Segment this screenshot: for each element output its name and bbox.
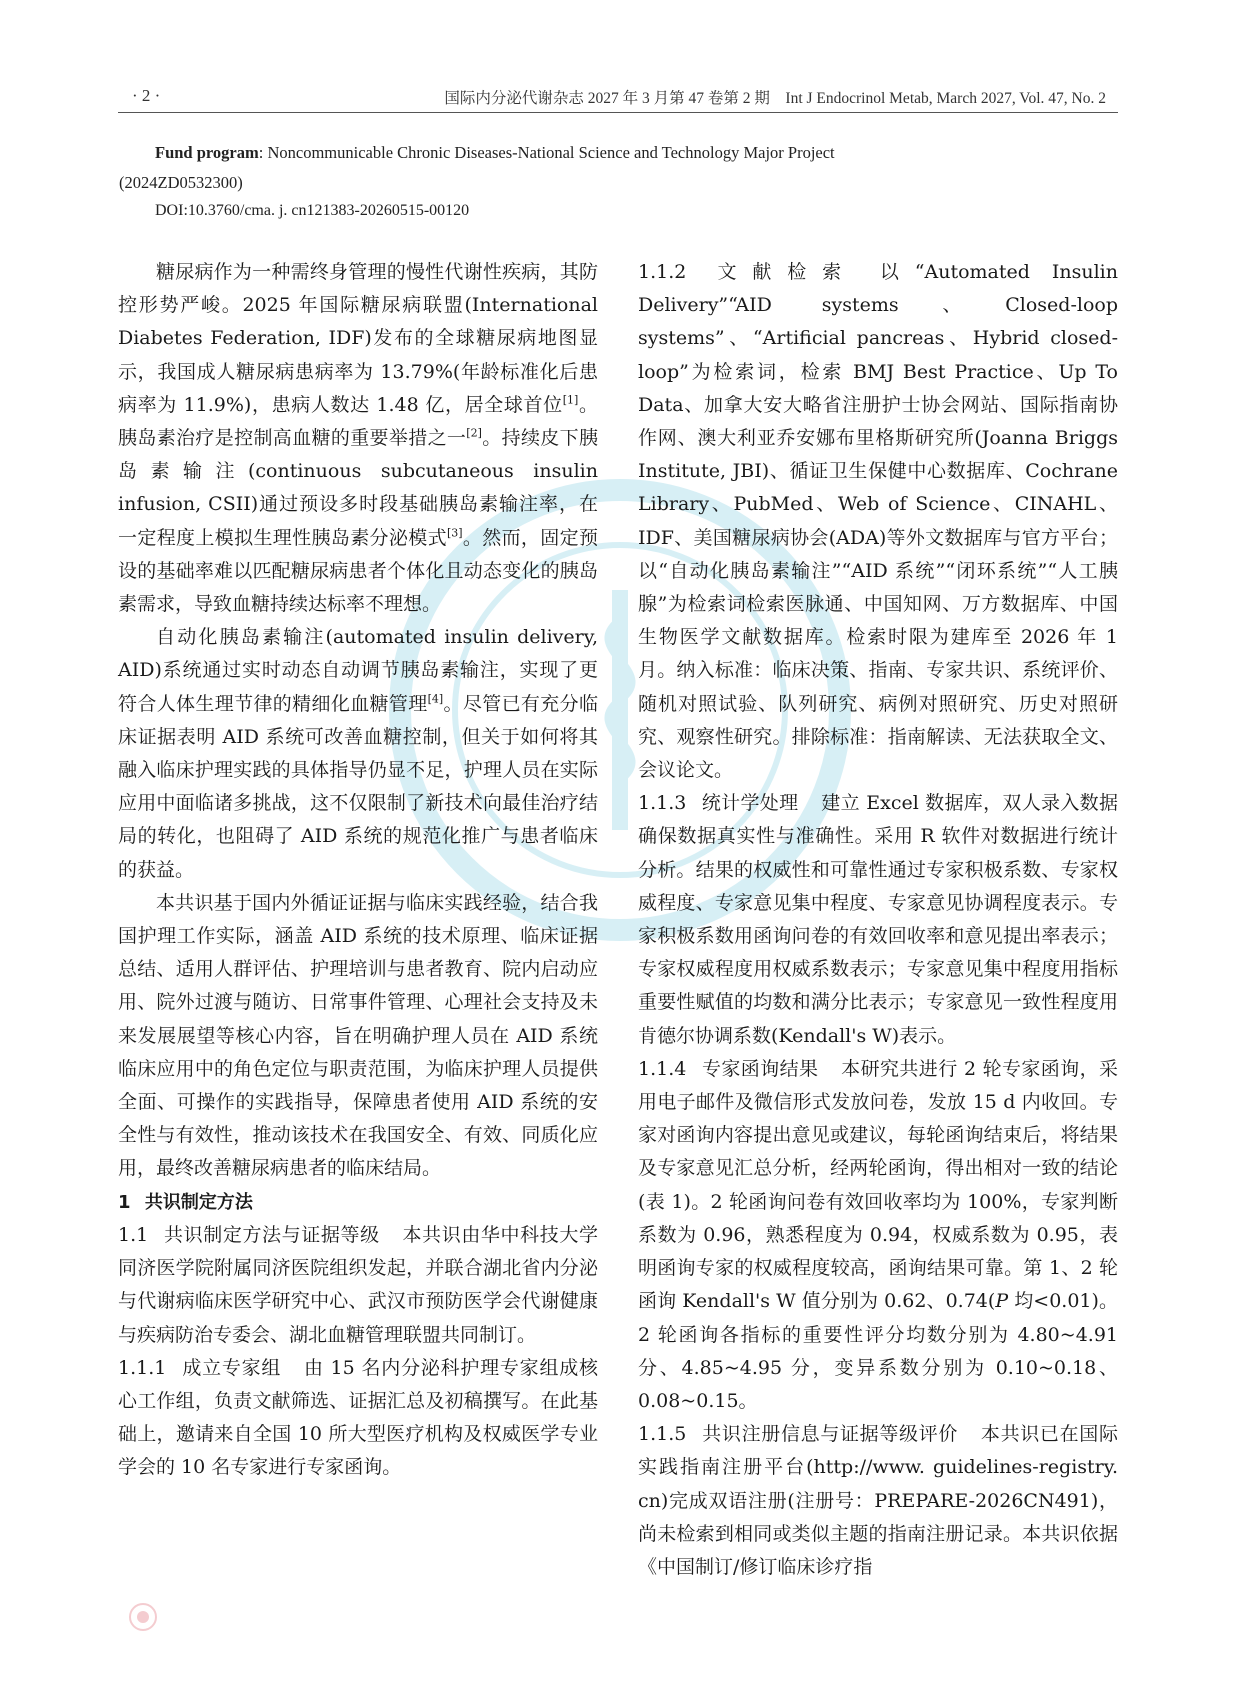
intro-paragraph-1: 糖尿病作为一种需终身管理的慢性代谢性疾病，其防控形势严峻。2025 年国际糖尿病联盟(International Diabetes Federation, IDF)发布的全球糖尿病地图显示，我国成人糖尿病患病率为 13.79%(年龄标准化后患病率为 11.9%)，患病人数达 1.48 亿，居全球首位[1]。胰岛素治疗是控制高血糖的重要举措之一[2]。持续皮下胰岛素输注(continuous subcutaneous insulin infusion, CSII)通过预设多时段基础胰岛素输注率，在一定程度上模拟生理性胰岛素分泌模式[3]。然而，固定预设的基础率难以匹配糖尿病患者个体化且动态变化的胰岛素需求，导致血糖持续达标率不理想。 [118,261,598,616]
citation-ref: [3] [446,526,463,540]
fund-grant-number: (2024ZD0532300) [119,173,243,192]
subsection-1-1-2: 1.1.2 文献检索 以“Automated Insulin Delivery”“AID systems、Closed-loop systems”、“Artificial pancreas、Hybrid closed-loop”为检索词，检索 BMJ Best Practice、Up To Data、加拿大安大略省注册护士协会网站、国际指南协作网、澳大利亚乔安娜布里格斯研究所(Joanna Briggs Institute, JBI)、循证卫生保健中心数据库、Cochrane Library、PubMed、Web of Science、CINAHL、IDF、美国糖尿病协会(ADA)等外文数据库与官方平台；以“自动化胰岛素输注”“AID 系统”“闭环系统”“人工胰腺”为检索词检索医脉通、中国知网、万方数据库、中国生物医学文献数据库。检索时限为建库至 2026 年 1 月。纳入标准：临床决策、指南、专家共识、系统评价、随机对照试验、队列研究、病例对照研究、历史对照研究、观察性研究。排除标准：指南解读、无法获取全文、会议论文。 [638,261,1118,782]
subsection-1-1: 1.1 共识制定方法与证据等级 本共识由华中科技大学同济医学院附属同济医院组织发起，并联合湖北省内分泌与代谢病临床医学研究中心、武汉市预防医学会代谢健康与疾病防治专委会、湖北血糖管理联盟共同制订。 [118,1223,598,1346]
left-column [118,256,598,1485]
fund-label: Fund program [155,143,259,162]
fund-text: : Noncommunicable Chronic Diseases-National Science and Technology Major Project [258,143,835,162]
fund-line-1 [155,138,1105,168]
subsection-1-1-5: 1.1.5 共识注册信息与证据等级评价 本共识已在国际实践指南注册平台(http://www. guidelines-registry. cn)完成双语注册(注册号：PREPARE-2026CN491)，尚未检索到相同或类似主题的指南注册记录。本共识依据《中国制订/修订临床诊疗指 [638,1423,1118,1578]
subsection-1-1-4: 1.1.4 专家函询结果 本研究共进行 2 轮专家函询，采用电子邮件及微信形式发放问卷，发放 15 d 内收回。专家对函询内容提出意见或建议，每轮函询结束后，将结果及专家意见汇总分析，经两轮函询，得出相对一致的结论(表 1)。2 轮函询问卷有效回收率均为 100%，专家判断系数为 0.96，熟悉程度为 0.94，权威系数为 0.95，表明函询专家的权威程度较高，函询结果可靠。第 1、2 轮函询 Kendall's W 值分别为 0.62、0.74(P 均<0.01)。2 轮函询各指标的重要性评分均数分别为 4.80~4.91 分、4.85~4.95 分，变异系数分别为 0.10~0.18、0.08~0.15。 [638,1057,1118,1412]
intro-paragraph-2: 自动化胰岛素输注(automated insulin delivery, AID)系统通过实时动态自动调节胰岛素输注，实现了更符合人体生理节律的精细化血糖管理[4]。尽管已有充分临床证据表明 AID 系统可改善血糖控制，但关于如何将其融入临床护理实践的具体指导仍显不足，护理人员在实际应用中面临诸多挑战，这不仅限制了新技术向最佳治疗结局的转化，也阻碍了 AID 系统的规范化推广与患者临床的获益。 [118,626,598,881]
subsection-1-1-1: 1.1.1 成立专家组 由 15 名内分泌科护理专家组成核心工作组，负责文献筛选、证据汇总及初稿撰写。在此基础上，邀请来自全国 10 所大型医疗机构及权威医学专业学会的 10 名专家进行专家函询。 [118,1356,598,1479]
fund-program [119,138,1105,198]
p-value-symbol: P [995,1290,1009,1313]
section-heading: 1 共识制定方法 [118,1191,253,1213]
intro-paragraph-3: 本共识基于国内外循证证据与临床实践经验，结合我国护理工作实际，涵盖 AID 系统的技术原理、临床证据总结、适用人群评估、护理培训与患者教育、院内启动应用、院外过渡与随访、日常事件管理、心理社会支持及未来发展展望等核心内容，旨在明确护理人员在 AID 系统临床应用中的角色定位与职责范围，为临床护理人员提供全面、可操作的实践指导，保障患者使用 AID 系统的安全性与有效性，推动该技术在我国安全、有效、同质化应用，最终改善糖尿病患者的临床结局。 [118,891,598,1180]
citation-ref: [4] [427,692,444,706]
page-number: · 2 · [132,86,161,105]
citation-ref: [1] [562,393,579,407]
right-column [638,256,1118,1584]
running-header [118,84,1118,113]
citation-ref: [2] [466,426,482,440]
doi: DOI:10.3760/cma. j. cn121383-20260515-00120 [155,202,470,219]
journal-citation: 国际内分泌代谢杂志 2027 年 3 月第 47 卷第 2 期 Int J Endocrinol Metab, March 2027, Vol. 47, No. 2 [444,90,1106,107]
publisher-logo-icon [128,1602,158,1632]
subsection-1-1-3: 1.1.3 统计学处理 建立 Excel 数据库，双人录入数据确保数据真实性与准确性。采用 R 软件对数据进行统计分析。结果的权威性和可靠性通过专家积极系数、专家权威程度、专家意见集中程度、专家意见协调程度表示。专家积极系数用函询问卷的有效回收率和意见提出率表示；专家权威程度用权威系数表示；专家意见集中程度用指标重要性赋值的均数和满分比表示；专家意见一致性程度用肯德尔协调系数(Kendall's W)表示。 [638,792,1118,1047]
